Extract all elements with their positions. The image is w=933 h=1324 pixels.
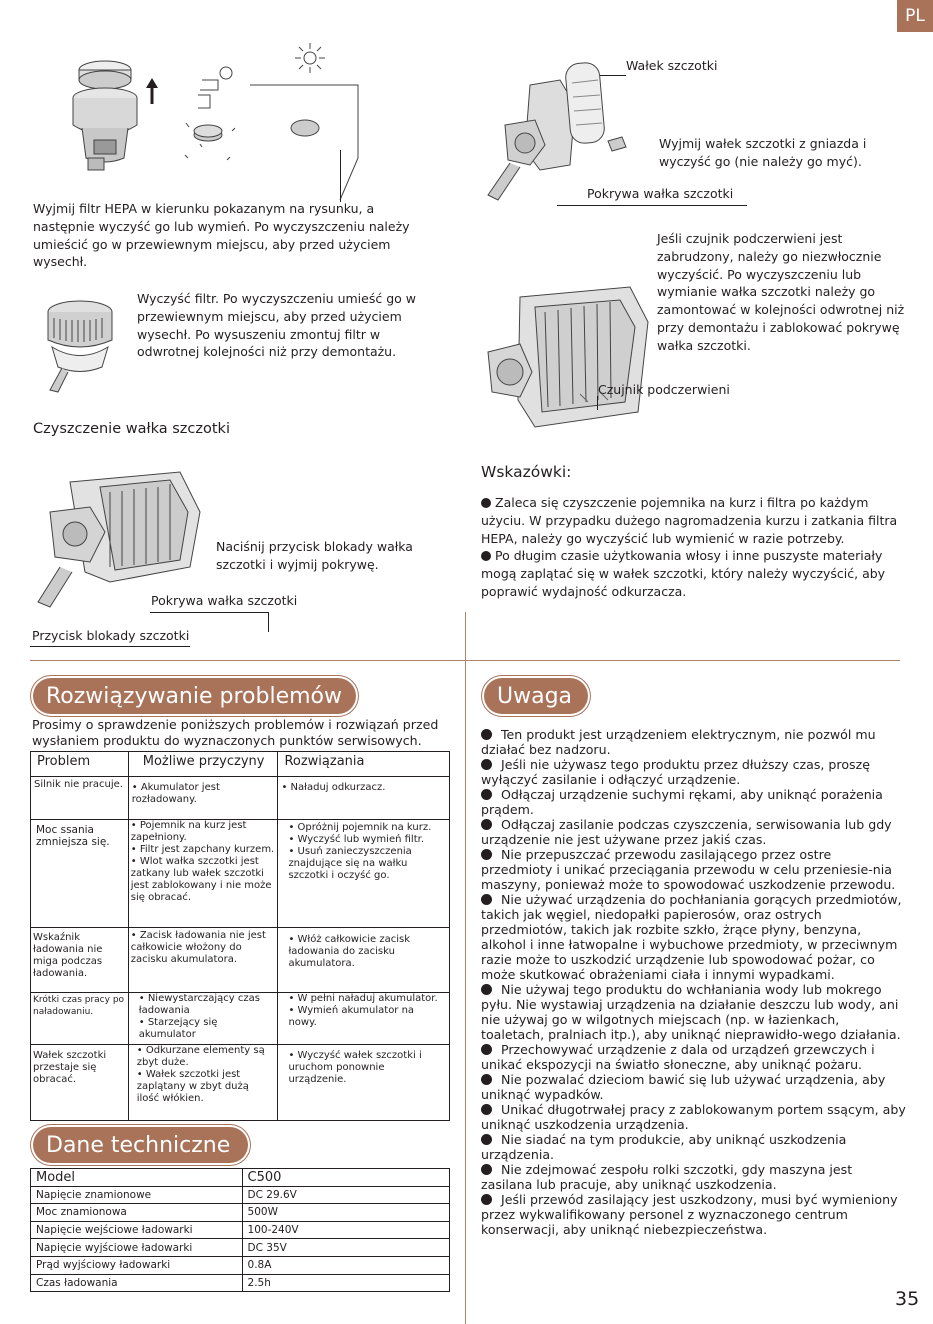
- label-roller: Wałek szczotki: [626, 58, 718, 73]
- table-row: Model C500: [31, 1169, 450, 1187]
- brush-section-heading: Czyszczenie wałka szczotki: [33, 421, 230, 437]
- hepa-remove-text: Wyjmij filtr HEPA w kierunku pokazanym na rysunku, a następnie wyczyść go lub wymień. Po wyczyszczeniu należy umieścić go w przewiewnym miejscu, aby przed użyciem wysechł.: [33, 201, 410, 270]
- roller-removal-illustration: [480, 55, 640, 205]
- warning-item: Odłączaj zasilanie podczas czyszczenia, serwisowania lub gdy urządzenie nie jest używane przez jakiś czas.: [481, 817, 892, 847]
- bullet-icon: [481, 1044, 492, 1055]
- warning-list: [481, 727, 906, 1237]
- warning-item: Nie zdejmować zespołu rolki szczotki, gdy maszyna jest zasilana lub pracuje, aby uniknąć uszkodzenia.: [481, 1162, 853, 1192]
- bullet-icon: [481, 894, 492, 905]
- table-row: Napięcie wejściowe ładowarki 100-240V: [31, 1221, 450, 1239]
- filter-clean-text: Wyczyść filtr. Po wyczyszczeniu umieść go w przewiewnym miejscu, aby przed użyciem wysechł. Po wysuszeniu zmontuj filtr w odwrotnej kolejności niż przy demontażu.: [137, 291, 416, 360]
- bullet-icon: [481, 1164, 492, 1175]
- bullet-icon: [481, 1104, 492, 1115]
- infrared-text: Jeśli czujnik podczerwieni jest zabrudzony, należy go niezwłocznie wyczyścić. Po wyczyszczeniu lub wymianie wałka szczotki należy go zamontować w kolejności odwrotnej niż przy demontażu i zablokować pokrywę wałka szczotki.: [657, 231, 905, 353]
- warning-item: Jeśli przewód zasilający jest uszkodzony, musi być wymieniony przez wykwalifikowany personel z wyznaczonego centrum konserwacji, aby uniknąć niebezpieczeństwa.: [481, 1192, 898, 1237]
- warning-item: Przechowywać urządzenie z dala od urządzeń grzewczych i unikać ekspozycji na światło słoneczne, aby uniknąć pożaru.: [481, 1042, 875, 1072]
- bullet-icon: [481, 1074, 492, 1085]
- warning-item: Nie używać urządzenia do pochłaniania gorących przedmiotów, takich jak węgiel, niedopałki papierosów, oraz ostrych przedmiotów, takich jak rozbite szkło, żrące płyny, benzyna, alkohol i inne łatwopalne i wybuchowe przedmioty, w przeciwnym razie może to uszkodzić urządzenie lub spowodować pożar, co może skutkować obrażeniami ciała i innymi wypadkami.: [481, 892, 902, 982]
- page-number: 35: [895, 1288, 920, 1310]
- table-row: Wskaźnik ładowania nie miga podczas ładowania. • Zacisk ładowania nie jest całkowicie włożony do zacisku akumulatora. • Włóż całkowicie zacisk ładowania do zacisku akumulatora.: [31, 928, 450, 993]
- press-lock-text: Naciśnij przycisk blokady wałka szczotki i wyjmij pokrywę.: [216, 539, 413, 572]
- col-header-causes: Możliwe przyczyny: [128, 752, 278, 777]
- troubleshooting-title: Rozwiązywanie problemów: [33, 678, 356, 714]
- section-divider: [30, 660, 900, 661]
- infrared-sensor-illustration: [480, 282, 655, 437]
- warning-item: Nie przepuszczać przewodu zasilającego przez ostre przedmioty i unikać przeciągania przewodu w celu przeniesie-nia maszyny, ponieważ może to spowodować uszkodzenie przewodu.: [481, 847, 896, 892]
- hepa-removal-illustration: [60, 40, 380, 205]
- column-divider: [465, 612, 466, 1324]
- table-row: Napięcie wyjściowe ładowarki DC 35V: [31, 1239, 450, 1257]
- warning-title: Uwaga: [484, 678, 588, 714]
- table-row: Wałek szczotki przestaje się obracać. • Odkurzane elementy są zbyt duże. • Wałek szczotki jest zaplątany w zbyt dużą ilość włókien. • Wyczyść wałek szczotki i uruchom ponownie urządzenie.: [31, 1045, 450, 1121]
- bullet-icon: [481, 551, 491, 561]
- table-row: Napięcie znamionowe DC 29.6V: [31, 1186, 450, 1204]
- tips-list: [481, 494, 906, 601]
- tip-item: Po długim czasie użytkowania włosy i inne puszyste materiały mogą zaplątać się w wałek szczotki, który należy wyczyścić, aby poprawić wydajność odkurzacza.: [481, 548, 886, 599]
- brush-cover-illustration: [30, 472, 210, 612]
- specs-title: Dane techniczne: [33, 1127, 248, 1163]
- table-row: Silnik nie pracuje. • Akumulator jest rozładowany. • Naładuj odkurzacz.: [31, 777, 450, 820]
- bullet-icon: [481, 759, 492, 770]
- troubleshooting-intro: Prosimy o sprawdzenie poniższych problemów i rozwiązań przed wysłaniem produktu do wyznaczonych punktów serwisowych.: [32, 717, 439, 748]
- table-row: Czas ładowania 2.5h: [31, 1274, 450, 1292]
- bullet-icon: [481, 1194, 492, 1205]
- warning-item: Ten produkt jest urządzeniem elektrycznym, nie pozwól mu działać bez nadzoru.: [481, 727, 876, 757]
- bullet-icon: [481, 789, 492, 800]
- label-roller-cover: Pokrywa wałka szczotki: [587, 186, 734, 201]
- warning-item: Jeśli nie używasz tego produktu przez dłuższy czas, proszę wyłączyć zasilanie i odłączyć urządzenie.: [481, 757, 870, 787]
- table-row: Prąd wyjściowy ładowarki 0.8A: [31, 1256, 450, 1274]
- bullet-icon: [481, 729, 492, 740]
- filter-clean-illustration: [40, 292, 125, 402]
- tip-item: Zaleca się czyszczenie pojemnika na kurz i filtra po każdym użyciu. W przypadku dużego nagromadzenia kurzu i zatkania filtra HEPA, należy go wyczyścić lub wymienić w razie potrzeby.: [481, 495, 898, 546]
- bullet-icon: [481, 498, 491, 508]
- tips-heading: Wskazówki:: [481, 463, 572, 481]
- warning-item: Nie siadać na tym produkcie, aby uniknąć uszkodzenia urządzenia.: [481, 1132, 847, 1162]
- language-badge: PL: [897, 0, 933, 32]
- bullet-icon: [481, 1134, 492, 1145]
- warning-item: Unikać długotrwałej pracy z zablokowanym portem ssącym, aby uniknąć uszkodzenia urządzenia.: [481, 1102, 906, 1132]
- bullet-icon: [481, 984, 492, 995]
- troubleshooting-table: [30, 751, 450, 1121]
- label-brush-cover: Pokrywa wałka szczotki: [151, 593, 298, 608]
- table-row: Moc znamionowa 500W: [31, 1204, 450, 1222]
- col-header-solutions: Rozwiązania: [278, 752, 450, 777]
- table-row: Moc ssania zmniejsza się. • Pojemnik na kurz jest zapełniony. • Filtr jest zapchany kurzem. • Wlot wałka szczotki jest zatkany lub wałek szczotki jest zablokowany i nie może się obracać. • Opróżnij pojemnik na kurz. • Wyczyść lub wymień filtr. • Usuń zanieczyszczenia znajdujące się na wałku szczotki i oczyść go.: [31, 820, 450, 928]
- table-row: Krótki czas pracy po naładowaniu. • Niewystarczający czas ładowania • Starzejący się akumulator • W pełni naładuj akumulator. • Wymień akumulator na nowy.: [31, 993, 450, 1045]
- warning-item: Odłączaj urządzenie suchymi rękami, aby uniknąć porażenia prądem.: [481, 787, 883, 817]
- warning-item: Nie pozwalać dzieciom bawić się lub używać urządzenia, aby uniknąć wypadków.: [481, 1072, 886, 1102]
- label-infrared-sensor: Czujnik podczerwieni: [598, 382, 730, 397]
- bullet-icon: [481, 849, 492, 860]
- bullet-icon: [481, 819, 492, 830]
- col-header-problem: Problem: [31, 752, 129, 777]
- label-lock-button: Przycisk blokady szczotki: [32, 628, 190, 643]
- remove-roller-text: Wyjmij wałek szczotki z gniazda i wyczyść go (nie należy go myć).: [659, 136, 867, 169]
- warning-item: Nie używaj tego produktu do wchłaniania wody lub mokrego pyłu. Nie wystawiaj urządzenia na działanie deszczu lub wody, ani nie używaj go w wilgotnych miejscach (np. w łazienkach, toaletach, pralniach itp.), aby uniknąć nieprawidło-wego działania.: [481, 982, 901, 1042]
- specs-table: [30, 1168, 450, 1292]
